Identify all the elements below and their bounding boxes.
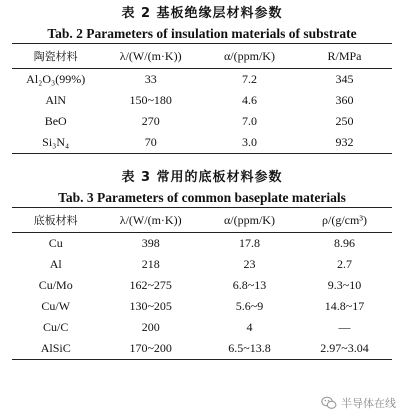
- table-header-row: [12, 44, 392, 69]
- table-cell: 23: [243, 257, 256, 271]
- table-cell: 8.96: [333, 236, 355, 250]
- table-cell: Al₂O₃(99%): [26, 72, 86, 86]
- table-cell: Cu/C: [43, 320, 69, 334]
- table-row: [12, 132, 392, 154]
- wechat-icon: [321, 396, 337, 410]
- watermark-text: 半导体在线: [341, 397, 396, 410]
- table-row: [12, 90, 392, 111]
- table-cell: 932: [297, 132, 392, 154]
- table-cell: 6.8~13: [232, 278, 267, 292]
- table-cell: 2.97~3.04: [297, 338, 392, 360]
- column-header: 底板材料: [12, 208, 99, 233]
- table-cell: BeO: [44, 114, 67, 128]
- table-cell: 170~200: [99, 338, 202, 360]
- table-cell: 360: [335, 93, 354, 107]
- column-header: λ/(W/(m·K)): [99, 208, 202, 233]
- table-row: [12, 338, 392, 360]
- table-cell: 270: [141, 114, 160, 128]
- table-row: [12, 317, 392, 338]
- table3-chinese-title: 表 3 常用的底板材料参数: [121, 170, 283, 185]
- watermark: [321, 395, 396, 411]
- table-header-row: [12, 208, 392, 233]
- table-cell: Si₃N₄: [12, 132, 99, 154]
- column-header: λ/(W/(m·K)): [99, 44, 202, 69]
- table-cell: 14.8~17: [324, 299, 365, 313]
- column-header: 陶瓷材料: [12, 44, 99, 69]
- table-cell: 200: [141, 320, 160, 334]
- table-cell: 17.8: [238, 236, 260, 250]
- table-row: [12, 254, 392, 275]
- table-row: [12, 275, 392, 296]
- column-header: α/(ppm/K): [202, 208, 297, 233]
- table-cell: 4.6: [241, 93, 257, 107]
- table-cell: 70: [99, 132, 202, 154]
- table-cell: Al: [49, 257, 62, 271]
- table-row: [12, 111, 392, 132]
- column-header: ρ/(g/cm³): [297, 208, 392, 233]
- column-header: R/MPa: [297, 44, 392, 69]
- table-cell: 3.0: [202, 132, 297, 154]
- table-cell: 5.6~9: [235, 299, 264, 313]
- table-cell: AlSiC: [12, 338, 99, 360]
- column-header: α/(ppm/K): [202, 44, 297, 69]
- insulation-materials-table: [12, 43, 392, 154]
- baseplate-materials-table: [12, 207, 392, 360]
- table-cell: Cu: [48, 236, 63, 250]
- table-cell: 33: [144, 72, 157, 86]
- table-cell: 150~180: [129, 93, 172, 107]
- table-cell: Cu/W: [41, 299, 71, 313]
- table-row: [12, 296, 392, 317]
- table-row: [12, 69, 392, 91]
- table-row: [12, 233, 392, 255]
- table-cell: 6.5~13.8: [202, 338, 297, 360]
- table-cell: 398: [141, 236, 160, 250]
- table3-english-title: Tab. 3 Parameters of common baseplate materials: [58, 190, 346, 205]
- table-cell: 130~205: [129, 299, 172, 313]
- table-cell: 162~275: [129, 278, 172, 292]
- table-cell: AlN: [45, 93, 67, 107]
- table-cell: Cu/Mo: [38, 278, 73, 292]
- table-cell: 218: [141, 257, 160, 271]
- table-cell: 345: [335, 72, 354, 86]
- table2-english-title: Tab. 2 Parameters of insulation materials of substrate: [47, 26, 357, 41]
- table-cell: 4: [246, 320, 253, 334]
- table-cell: 250: [335, 114, 354, 128]
- table-cell: 2.7: [336, 257, 352, 271]
- table2-chinese-title: 表 2 基板绝缘层材料参数: [121, 6, 283, 21]
- table-cell: 7.2: [241, 72, 257, 86]
- table-cell: 7.0: [241, 114, 257, 128]
- table-cell: —: [338, 320, 351, 334]
- table-cell: 9.3~10: [327, 278, 362, 292]
